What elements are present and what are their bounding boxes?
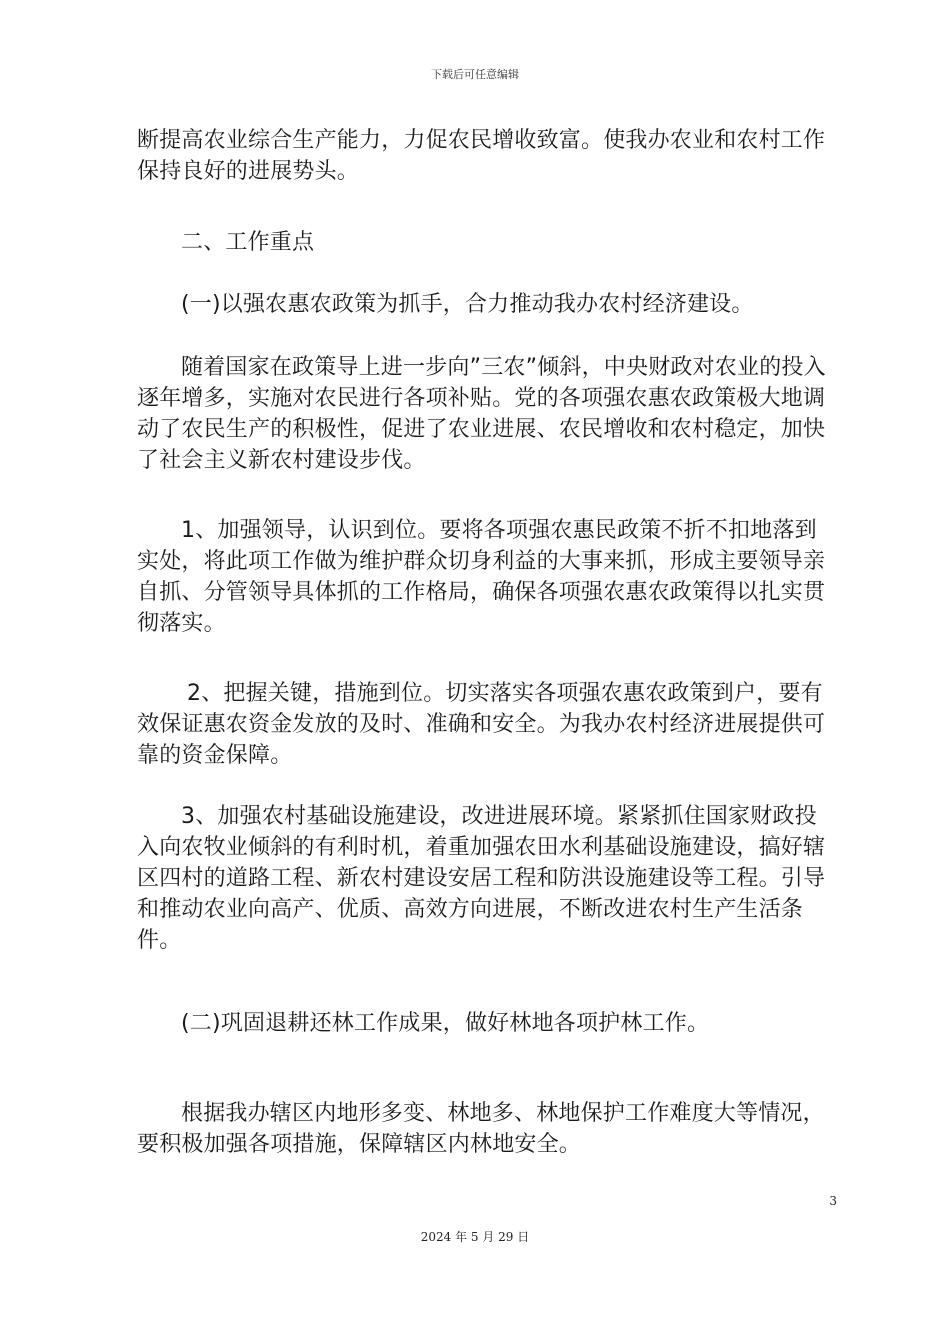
paragraph-policy: 随着国家在政策导上进一步向”三农”倾斜，中央财政对农业的投入逐年增多，实施对农民进行各项补贴。党的各项强农惠农政策极大地调动了农民生产的积极性，促进了农业进展、农民增收和农村稳定，加快了社会主义新农村建设步伐。 — [137, 355, 826, 473]
paragraph-continuation: 断提高农业综合生产能力，力促农民增收致富。使我办农业和农村工作保持良好的进展势头。 — [137, 128, 826, 184]
list-item-3: 3、加强农村基础设施建设，改进进展环境。紧紧抓住国家财政投入向农牧业倾斜的有利时机，着重加强农田水利基础设施建设，搞好辖区四村的道路工程、新农村建设安居工程和防洪设施建设等工程。引导和推动农业向高产、优质、高效方向进展，不断改进农村生产生活条件。 — [137, 804, 826, 953]
list-item-2: 2、把握关键，措施到位。切实落实各项强农惠农政策到户，要有效保证惠农资金发放的及时、准确和安全。为我办农村经济进展提供可靠的资金保障。 — [137, 681, 826, 768]
page-footer-date: 2024 年 5 月 29 日 — [420, 1230, 530, 1244]
subsection-heading-1: (一)以强农惠农政策为抓手，合力推动我办农村经济建设。 — [181, 292, 754, 317]
paragraph-forest: 根据我办辖区内地形多变、林地多、林地保护工作难度大等情况，要积极加强各项措施，保障辖区内林地安全。 — [137, 1101, 825, 1157]
list-item-1: 1、加强领导，认识到位。要将各项强农惠民政策不折不扣地落到实处，将此项工作做为维护群众切身利益的大事来抓，形成主要领导亲自抓、分管领导具体抓的工作格局，确保各项强农惠农政策得以扎实贯彻落实。 — [137, 518, 826, 636]
page-number: 3 — [829, 1194, 837, 1208]
page-header: 下载后可任意编辑 — [431, 68, 519, 81]
section-heading-work-focus: 二、工作重点 — [181, 230, 315, 255]
subsection-heading-2: (二)巩固退耕还林工作成果，做好林地各项护林工作。 — [181, 1011, 710, 1036]
